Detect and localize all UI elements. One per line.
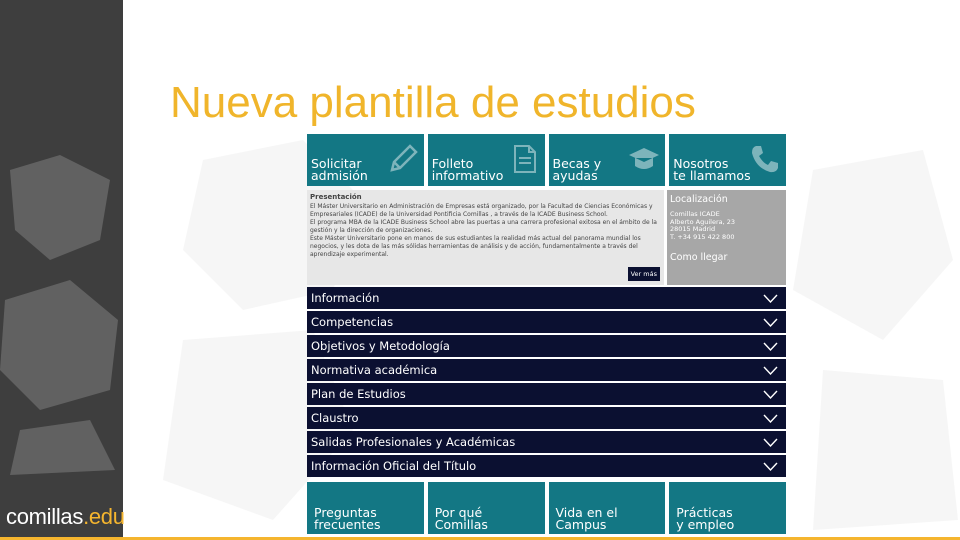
tile-label: Becas y ayudas: [552, 156, 602, 183]
tile-solicitar-admision[interactable]: [307, 134, 424, 186]
chevron-down-icon: [763, 366, 778, 375]
accordion-item-informacion[interactable]: [307, 287, 786, 309]
presentation-paragraph: El Máster Universitario en Administración de Empresas está organizado, por la Facultad de Ciencias Económicas y Empresariales (ICADE) de la Universidad Pontificia Comillas , a través de la ICADE Business School.: [310, 203, 653, 218]
location-line: 28015 Madrid: [670, 225, 716, 233]
accordion-label: Información: [311, 291, 380, 305]
slide-title: Nueva plantilla de estudios: [170, 78, 696, 127]
accordion-label: Salidas Profesionales y Académicas: [311, 435, 516, 449]
tile-label: Folleto informativo: [431, 156, 504, 183]
tile-label: Solicitar admisión: [311, 156, 368, 183]
brand-logo: comillas.edu: [6, 504, 125, 529]
accordion: [307, 287, 786, 477]
website-mockup: [307, 134, 786, 534]
presentation-paragraph: Este Máster Universitario pone en manos de sus estudiantes la realidad más actual del panorama mundial los negocios, y les dota de las más sólidas herramientas de análisis y de acción, fundamentalmente a través del aprendizaje experimental.: [310, 235, 641, 258]
accordion-label: Información Oficial del Título: [311, 459, 477, 473]
top-tiles: [307, 134, 786, 186]
accordion-label: Competencias: [311, 315, 394, 329]
location-line: Comillas ICADE: [670, 210, 720, 218]
presentation-panel: [307, 190, 664, 285]
graduation-cap-icon: [627, 142, 661, 176]
chevron-down-icon: [763, 318, 778, 327]
accordion-label: Normativa académica: [311, 363, 438, 377]
document-icon: [507, 142, 541, 176]
accordion-label: Plan de Estudios: [311, 387, 406, 401]
accordion-label: Objetivos y Metodología: [311, 339, 450, 353]
presentation-heading: Presentación: [310, 193, 362, 201]
tile-vida-campus[interactable]: Vida en el Campus: [549, 482, 666, 534]
ver-mas-button[interactable]: Ver más: [628, 267, 660, 281]
location-line: T. +34 915 422 800: [670, 232, 735, 241]
chevron-down-icon: [763, 294, 778, 303]
chevron-down-icon: [763, 462, 778, 471]
accordion-item-claustro[interactable]: [307, 407, 786, 429]
accordion-item-normativa[interactable]: [307, 359, 786, 381]
chevron-down-icon: [763, 390, 778, 399]
left-sidebar: [0, 0, 123, 540]
accordion-item-informacion-oficial[interactable]: [307, 455, 786, 477]
chevron-down-icon: [763, 342, 778, 351]
tile-preguntas-frecuentes[interactable]: Preguntas frecuentes: [307, 482, 424, 534]
location-panel: [667, 190, 786, 285]
accordion-item-objetivos[interactable]: [307, 335, 786, 357]
bottom-tiles: [307, 482, 786, 534]
tile-becas-ayudas[interactable]: [549, 134, 666, 186]
accordion-item-competencias[interactable]: [307, 311, 786, 333]
accordion-item-plan-estudios[interactable]: [307, 383, 786, 405]
accordion-label: Claustro: [311, 411, 359, 425]
accordion-item-salidas[interactable]: [307, 431, 786, 453]
chevron-down-icon: [763, 414, 778, 423]
como-llegar-link[interactable]: Como llegar: [670, 252, 728, 263]
info-row: [307, 190, 786, 285]
presentation-paragraph: El programa MBA de la ICADE Business School abre las puertas a una carrera profesional exitosa en el ámbito de la gestión y la dirección de organizaciones.: [310, 219, 657, 234]
sidebar-crest-pattern: [0, 150, 123, 480]
tile-por-que-comillas[interactable]: Por qué Comillas: [428, 482, 545, 534]
location-line: Alberto Aguilera, 23: [670, 217, 736, 226]
tile-folleto-informativo[interactable]: [428, 134, 545, 186]
pencil-icon: [386, 142, 420, 176]
location-heading: Localización: [670, 194, 728, 205]
tile-nosotros-te-llamamos[interactable]: [669, 134, 786, 186]
phone-icon: [748, 142, 782, 176]
chevron-down-icon: [763, 438, 778, 447]
tile-practicas-empleo[interactable]: Prácticas y empleo: [669, 482, 786, 534]
tile-label: Nosotros te llamamos: [673, 156, 751, 183]
